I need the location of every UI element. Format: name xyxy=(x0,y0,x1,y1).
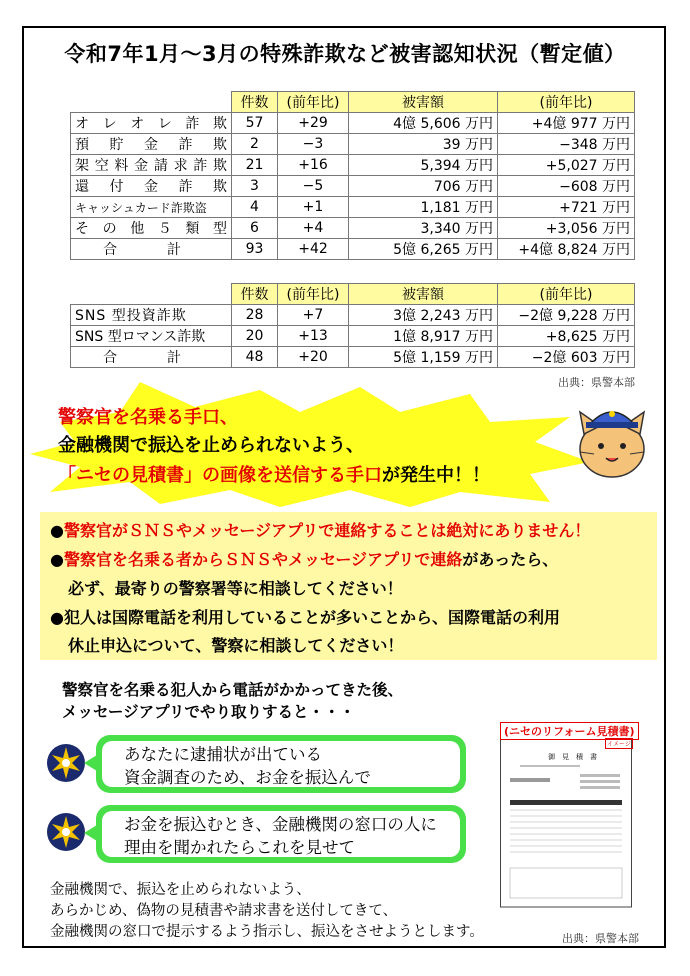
row-label: 還付金詐欺 xyxy=(71,176,232,197)
intro-line-2: メッセージアプリでやり取りすると・・・ xyxy=(62,703,355,721)
header-cell xyxy=(71,92,232,113)
chat-bubble-text xyxy=(102,811,460,857)
bullet: ● xyxy=(50,608,64,627)
row-label: キャッシュカード詐欺盗 xyxy=(71,197,232,218)
amount-change-cell: −2億 9,228 万円 xyxy=(498,305,635,326)
table-row xyxy=(71,155,635,176)
header-cell: 件数 xyxy=(232,284,278,305)
explanation-line-3: 金融機関の窓口で提示するよう指示し、振込をさせようとします。 xyxy=(50,924,484,940)
count-cell: 4 xyxy=(232,197,278,218)
table-row xyxy=(71,134,635,155)
header-cell: 被害額 xyxy=(349,284,498,305)
bubble-line: 理由を聞かれたらこれを見せて xyxy=(124,838,355,857)
count-change-cell: +1 xyxy=(278,197,349,218)
header-cell: 被害額 xyxy=(349,92,498,113)
header-cell: (前年比) xyxy=(498,284,635,305)
explanation-line-1: 金融機関で、振込を止められないよう、 xyxy=(50,882,311,898)
amount-change-cell: −2億 603 万円 xyxy=(498,347,635,368)
count-cell: 28 xyxy=(232,305,278,326)
warning-notice-box xyxy=(40,512,657,660)
police-emblem-icon xyxy=(46,812,86,852)
row-label: 架空料金請求詐欺 xyxy=(71,155,232,176)
count-change-cell: +20 xyxy=(278,347,349,368)
chat-bubble-2 xyxy=(96,805,466,863)
notice-line-5: 休止申込について、警察に相談してください！ xyxy=(68,636,404,655)
count-change-cell: −5 xyxy=(278,176,349,197)
bullet: ● xyxy=(50,521,64,540)
amount-change-cell: +721 万円 xyxy=(498,197,635,218)
row-label: SNS 型ロマンス詐欺 xyxy=(71,326,232,347)
header-cell xyxy=(71,284,232,305)
row-label: SNS 型投資詐欺 xyxy=(71,305,232,326)
header-cell: (前年比) xyxy=(498,92,635,113)
amount-change-cell: +5,027 万円 xyxy=(498,155,635,176)
count-cell: 2 xyxy=(232,134,278,155)
amount-cell: 39 万円 xyxy=(349,134,498,155)
amount-cell: 4億 5,606 万円 xyxy=(349,113,498,134)
count-cell: 20 xyxy=(232,326,278,347)
count-cell: 21 xyxy=(232,155,278,176)
count-change-cell: −3 xyxy=(278,134,349,155)
source-note: 出典：県警本部 xyxy=(558,376,635,389)
fake-estimate-label: (ニセのリフォーム見積書) xyxy=(500,722,639,740)
header-cell: (前年比) xyxy=(278,92,349,113)
row-label: オレオレ詐欺 xyxy=(71,113,232,134)
amount-change-cell: +4億 977 万円 xyxy=(498,113,635,134)
count-change-cell: +7 xyxy=(278,305,349,326)
notice-text: 警察官を名乗る者からＳＮＳやメッセージアプリで xyxy=(63,550,431,569)
table-row xyxy=(71,326,635,347)
count-cell: 93 xyxy=(232,239,278,260)
notice-line-2 xyxy=(50,547,558,570)
table-row xyxy=(71,197,635,218)
amount-change-cell: −608 万円 xyxy=(498,176,635,197)
table-header-row xyxy=(71,284,635,305)
notice-line-4 xyxy=(50,605,560,628)
amount-cell: 706 万円 xyxy=(349,176,498,197)
amount-change-cell: +8,625 万円 xyxy=(498,326,635,347)
amount-cell: 5億 6,265 万円 xyxy=(349,239,498,260)
count-cell: 57 xyxy=(232,113,278,134)
amount-cell: 3億 2,243 万円 xyxy=(349,305,498,326)
notice-text: 犯人は国際電話を利用していることが多いことから、国際電話の利用 xyxy=(63,608,560,627)
page-title: 令和7年1月～3月の特殊詐欺など被害認知状況（暫定値） xyxy=(64,42,626,66)
amount-change-cell: −348 万円 xyxy=(498,134,635,155)
announcement-suffix: が発生中！！ xyxy=(382,465,490,486)
police-emblem-icon xyxy=(46,743,86,783)
table-row xyxy=(71,176,635,197)
announcement-line-1: 警察官を名乗る手口、 xyxy=(58,407,238,428)
table-row xyxy=(71,218,635,239)
count-cell: 6 xyxy=(232,218,278,239)
chat-bubble-1 xyxy=(96,735,466,793)
amount-change-cell: +3,056 万円 xyxy=(498,218,635,239)
count-change-cell: +4 xyxy=(278,218,349,239)
bubble-line: あなたに逮捕状が出ている xyxy=(124,745,322,764)
intro-line-1: 警察官を名乗る犯人から電話がかかってきた後、 xyxy=(62,681,404,699)
amount-cell: 1億 8,917 万円 xyxy=(349,326,498,347)
fake-estimate-title: 御 見 積 書 xyxy=(548,753,597,761)
announcement-highlight: 「ニセの見積書」の画像を送信する手口 xyxy=(58,465,382,486)
row-label: 合 計 xyxy=(71,347,232,368)
amount-cell: 3,340 万円 xyxy=(349,218,498,239)
table-total-row xyxy=(71,239,635,260)
bubble-line: お金を振込むとき、金融機関の窓口の人に xyxy=(124,815,437,834)
row-label: その他５類型 xyxy=(71,218,232,239)
row-label: 合 計 xyxy=(71,239,232,260)
amount-cell: 1,181 万円 xyxy=(349,197,498,218)
count-change-cell: +29 xyxy=(278,113,349,134)
amount-cell: 5,394 万円 xyxy=(349,155,498,176)
source-note: 出典：県警本部 xyxy=(562,932,639,945)
count-change-cell: +42 xyxy=(278,239,349,260)
explanation-line-2: あらかじめ、偽物の見積書や請求書を送付してきて、 xyxy=(50,903,398,919)
sns-fraud-stats-table xyxy=(70,283,635,368)
table-total-row xyxy=(71,347,635,368)
amount-cell: 5億 1,159 万円 xyxy=(349,347,498,368)
count-cell: 48 xyxy=(232,347,278,368)
amount-change-cell: +4億 8,824 万円 xyxy=(498,239,635,260)
row-label: 預貯金詐欺 xyxy=(71,134,232,155)
count-change-cell: +16 xyxy=(278,155,349,176)
notice-line-3: 必ず、最寄りの警察署等に相談してください！ xyxy=(68,579,403,598)
table-row xyxy=(71,305,635,326)
chat-bubble-text xyxy=(102,741,460,787)
table-row xyxy=(71,113,635,134)
header-cell: 件数 xyxy=(232,92,278,113)
count-change-cell: +13 xyxy=(278,326,349,347)
notice-text: があったら、 xyxy=(462,550,559,569)
bubble-line: 資金調査のため、お金を振込んで xyxy=(124,768,371,787)
notice-text: 連絡 xyxy=(430,550,463,569)
table-header-row xyxy=(71,92,635,113)
header-cell: (前年比) xyxy=(278,284,349,305)
sample-stamp: イメージ xyxy=(605,738,633,749)
announcement-line-2: 金融機関で振込を止められないよう、 xyxy=(58,435,364,456)
announcement-line-3 xyxy=(58,461,490,487)
fraud-stats-table xyxy=(70,91,635,260)
notice-text: 警察官がＳＮＳやメッセージアプリで連絡することは絶対にありません！ xyxy=(63,521,591,540)
count-cell: 3 xyxy=(232,176,278,197)
police-cat-mascot-icon xyxy=(572,394,652,484)
notice-line-1 xyxy=(50,518,590,541)
bullet: ● xyxy=(50,550,64,569)
